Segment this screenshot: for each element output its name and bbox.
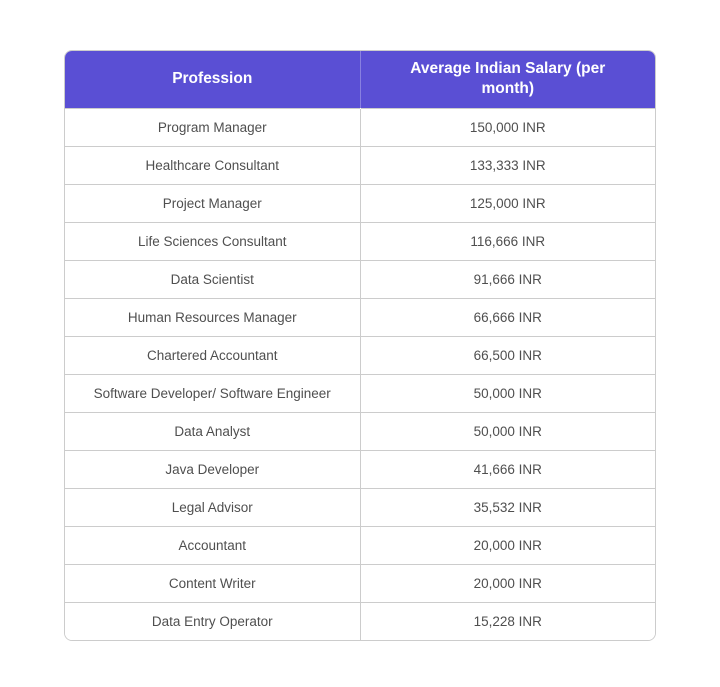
profession-cell: Java Developer [65, 450, 360, 488]
table-row [65, 108, 655, 146]
profession-cell: Healthcare Consultant [65, 146, 360, 184]
profession-cell: Chartered Accountant [65, 336, 360, 374]
table-row [65, 374, 655, 412]
salary-table [65, 51, 655, 640]
table-row [65, 526, 655, 564]
profession-cell: Legal Advisor [65, 488, 360, 526]
table-row [65, 412, 655, 450]
salary-cell: 150,000 INR [360, 108, 655, 146]
table-row [65, 450, 655, 488]
table-body [65, 108, 655, 640]
salary-table-card [64, 50, 656, 641]
salary-column-header: Average Indian Salary (per month) [360, 51, 655, 108]
profession-cell: Project Manager [65, 184, 360, 222]
header-row [65, 51, 655, 108]
profession-cell: Life Sciences Consultant [65, 222, 360, 260]
salary-cell: 66,666 INR [360, 298, 655, 336]
table-row [65, 184, 655, 222]
salary-cell: 50,000 INR [360, 412, 655, 450]
profession-column-header: Profession [65, 51, 360, 108]
profession-cell: Data Analyst [65, 412, 360, 450]
profession-cell: Content Writer [65, 564, 360, 602]
table-row [65, 564, 655, 602]
salary-cell: 66,500 INR [360, 336, 655, 374]
salary-cell: 41,666 INR [360, 450, 655, 488]
table-header [65, 51, 655, 108]
salary-cell: 91,666 INR [360, 260, 655, 298]
salary-cell: 20,000 INR [360, 564, 655, 602]
salary-cell: 125,000 INR [360, 184, 655, 222]
salary-cell: 15,228 INR [360, 602, 655, 640]
table-row [65, 602, 655, 640]
salary-cell: 133,333 INR [360, 146, 655, 184]
salary-cell: 50,000 INR [360, 374, 655, 412]
salary-cell: 35,532 INR [360, 488, 655, 526]
profession-cell: Program Manager [65, 108, 360, 146]
table-row [65, 222, 655, 260]
table-row [65, 260, 655, 298]
profession-cell: Data Scientist [65, 260, 360, 298]
table-row [65, 488, 655, 526]
profession-cell: Data Entry Operator [65, 602, 360, 640]
salary-cell: 116,666 INR [360, 222, 655, 260]
profession-cell: Human Resources Manager [65, 298, 360, 336]
profession-cell: Accountant [65, 526, 360, 564]
table-row [65, 298, 655, 336]
table-row [65, 336, 655, 374]
profession-cell: Software Developer/ Software Engineer [65, 374, 360, 412]
table-row [65, 146, 655, 184]
salary-cell: 20,000 INR [360, 526, 655, 564]
